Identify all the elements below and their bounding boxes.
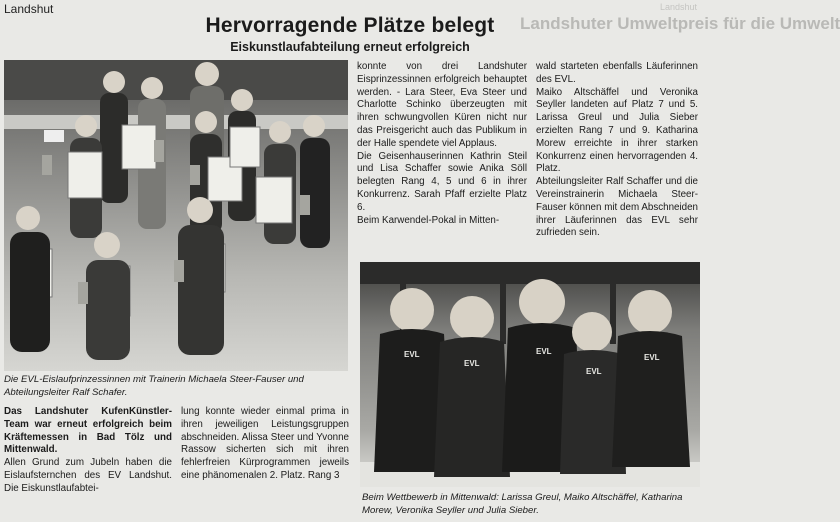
group-photo <box>4 60 348 371</box>
group-photo-caption: Die EVL-Eislaufprinzessinnen mit Trainerin Michaela Steer-Fauser und Abteilungsleiter Ralf Schafer. <box>4 374 304 398</box>
shirt-logo-1: EVL <box>404 350 420 359</box>
bleed-through-section: Landshut <box>660 2 698 12</box>
group-photo-image <box>4 60 348 371</box>
subheadline: Eiskunstlaufabteilung erneut erfolgreich <box>230 40 470 54</box>
article-text-2: lung konnte wieder einmal prima in ihren jeweiligen Leistungsgruppen abschneiden. Alissa Steer und Yvonne Rassow sicherten sich mit ihren fehlerfreien Kürprogrammen jeweils eine phänomenalen 2. Platz. Rang 3 <box>181 406 349 481</box>
article-text-4a: wald starteten ebenfalls Läuferinnen des EVL. <box>536 61 698 85</box>
article-lead: Das Landshuter KufenKünstler-Team war erneut erfolgreich beim Kräftemessen in Bad Tölz und Mittenwald. <box>4 406 172 456</box>
mittenwald-photo-image <box>360 262 700 487</box>
section-label: Landshut <box>4 2 54 16</box>
article-column-4 <box>536 61 698 240</box>
article-column-1 <box>4 406 172 496</box>
shirt-logo-4: EVL <box>586 367 602 376</box>
article-text-4b: Maiko Altschäffel und Veronika Seyller landeten auf Platz 7 und 5. Larissa Greul und Julia Sieber erzielten Rang 7 und 9. Katharina Morew erreichte in ihrer starken Konkurrenz einen hervorragenden 4. Platz. <box>536 86 698 175</box>
shirt-logo-5: EVL <box>644 353 660 362</box>
article-text-1: Allen Grund zum Jubeln haben die Eislaufsternchen des EV Landshut. Die Eiskunstlaufabtei- <box>4 457 172 494</box>
article-text-3c: Beim Karwendel-Pokal in Mitten- <box>357 214 500 226</box>
article-column-3 <box>357 61 527 227</box>
mittenwald-photo-caption: Beim Wettbewerb in Mittenwald: Larissa Greul, Maiko Altschäffel, Katharina Morew, Veronika Seyller und Julia Sieber. <box>362 492 683 516</box>
article-column-2 <box>181 406 349 483</box>
shirt-logo-3: EVL <box>536 347 552 356</box>
headline: Hervorragende Plätze belegt <box>205 14 495 37</box>
mittenwald-photo <box>360 262 700 487</box>
article-text-3b: Die Geisenhauserinnen Kathrin Steil und Lisa Schaffer sowie Anika Söll belegten Rang 4, 5 und 6 in ihrer Konkurrenz. Sarah Pfaff erzielte Platz 6. <box>357 150 527 213</box>
bleed-through-headline: Landshuter Umweltpreis für die Umwelt <box>520 14 840 33</box>
article-text-3a: konnte von drei Landshuter Eisprinzessinnen erfolgreich behauptet werden. - Lara Steer, Eva Steer und Charlotte Schinko überzeugten mit ihren schwungvollen Küren nicht nur das Preisgericht auch das Publikum in der Halle spendete viel Applaus. <box>357 61 527 149</box>
article-text-4c: Abteilungsleiter Ralf Schaffer und die Vereinstrainerin Michaela Steer-Fauser können mit dem Abschneiden ihrer Läuferinnen das EVL sehr zufrieden sein. <box>536 176 698 239</box>
shirt-logo-2: EVL <box>464 359 480 368</box>
